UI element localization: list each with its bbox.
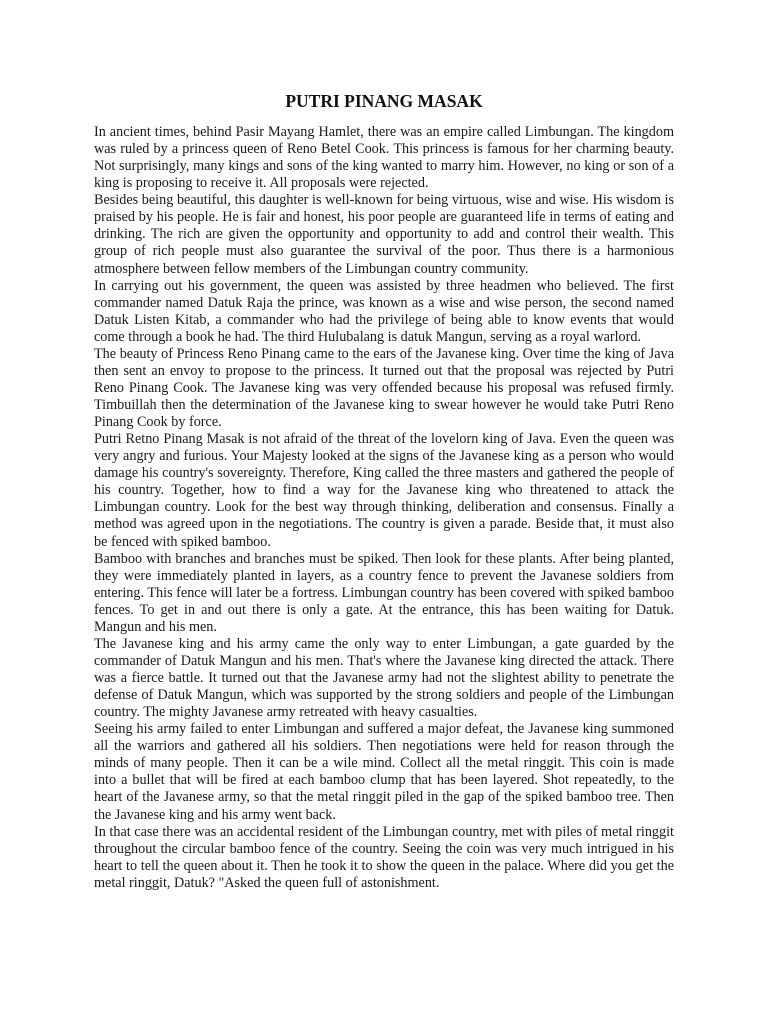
paragraph: The Javanese king and his army came the only way to enter Limbungan, a gate guarded by the commander of Datuk Mangun and his men. That's where the Javanese king directed the attack. There was a fierce battle. It turned out that the Javanese army had not the slightest ability to penetrate the defense of Datuk Mangun, which was supported by the strong soldiers and people of the Limbungan country. The mighty Javanese army retreated with heavy casualties. [94,635,674,721]
paragraph: Besides being beautiful, this daughter is well-known for being virtuous, wise and wise. His wisdom is praised by his people. He is fair and honest, his poor people are guaranteed life in terms of eating and drinking. The rich are given the opportunity and opportunity to add and control their wealth. This group of rich people must also guarantee the survival of the poor. Thus there is a harmonious atmosphere between fellow members of the Limbungan country community. [94,192,674,277]
paragraph: The beauty of Princess Reno Pinang came to the ears of the Javanese king. Over time the king of Java then sent an envoy to propose to the princess. It turned out that the proposal was rejected by Putri Reno Pinang Cook. The Javanese king was very offended because his proposal was refused firmly. Timbuillah then the determination of the Javanese king to swear however he would take Putri Reno Pinang Cook by force. [94,345,674,431]
paragraph: In carrying out his government, the queen was assisted by three headmen who believed. The first commander named Datuk Raja the prince, was known as a wise and wise person, the second named Datuk Listen Kitab, a commander who had the privilege of being able to know events that would come through a book he had. The third Hulubalang is datuk Mangun, serving as a royal warlord. [94,277,674,345]
document-title: PUTRI PINANG MASAK [285,91,483,111]
document-body [94,124,674,892]
paragraph: Seeing his army failed to enter Limbungan and suffered a major defeat, the Javanese king summoned all the warriors and gathered all his soldiers. Then negotiations were held for reason through the minds of many people. Then it can be a wile mind. Collect all the metal ringgit. This coin is made into a bullet that will be fired at each bamboo clump that has been layered. Shot repeatedly, to the heart of the Javanese army, so that the metal ringgit piled in the gap of the spiked bamboo tree. Then the Javanese king and his army went back. [94,721,674,823]
paragraph: In that case there was an accidental resident of the Limbungan country, met with piles of metal ringgit throughout the circular bamboo fence of the country. Seeing the coin was very much intrigued in his heart to tell the queen about it. Then he took it to show the queen in the palace. Where did you get the metal ringgit, Datuk? "Asked the queen full of astonishment. [94,823,674,891]
paragraph: Putri Retno Pinang Masak is not afraid of the threat of the lovelorn king of Java. Even the queen was very angry and furious. Your Majesty looked at the signs of the Javanese king as a person who would damage his country's sovereignty. Therefore, King called the three masters and gathered the people of his country. Together, how to find a way for the Javanese king who threatened to attack the Limbungan country. Look for the best way through thinking, deliberation and consensus. Finally a method was agreed upon in the negotiations. The country is given a parade. Beside that, it must also be fenced with spiked bamboo. [94,431,674,550]
paragraph: Bamboo with branches and branches must be spiked. Then look for these plants. After being planted, they were immediately planted in layers, as a country fence to prevent the Javanese soldiers from entering. This fence will later be a fortress. Limbungan country has been covered with spiked bamboo fences. To get in and out there is only a gate. At the entrance, this has been waiting for Datuk. Mangun and his men. [94,550,674,635]
paragraph: In ancient times, behind Pasir Mayang Hamlet, there was an empire called Limbungan. The kingdom was ruled by a princess queen of Reno Betel Cook. This princess is famous for her charming beauty. Not surprisingly, many kings and sons of the king wanted to marry him. However, no king or son of a king is proposing to receive it. All proposals were rejected. [94,124,674,192]
